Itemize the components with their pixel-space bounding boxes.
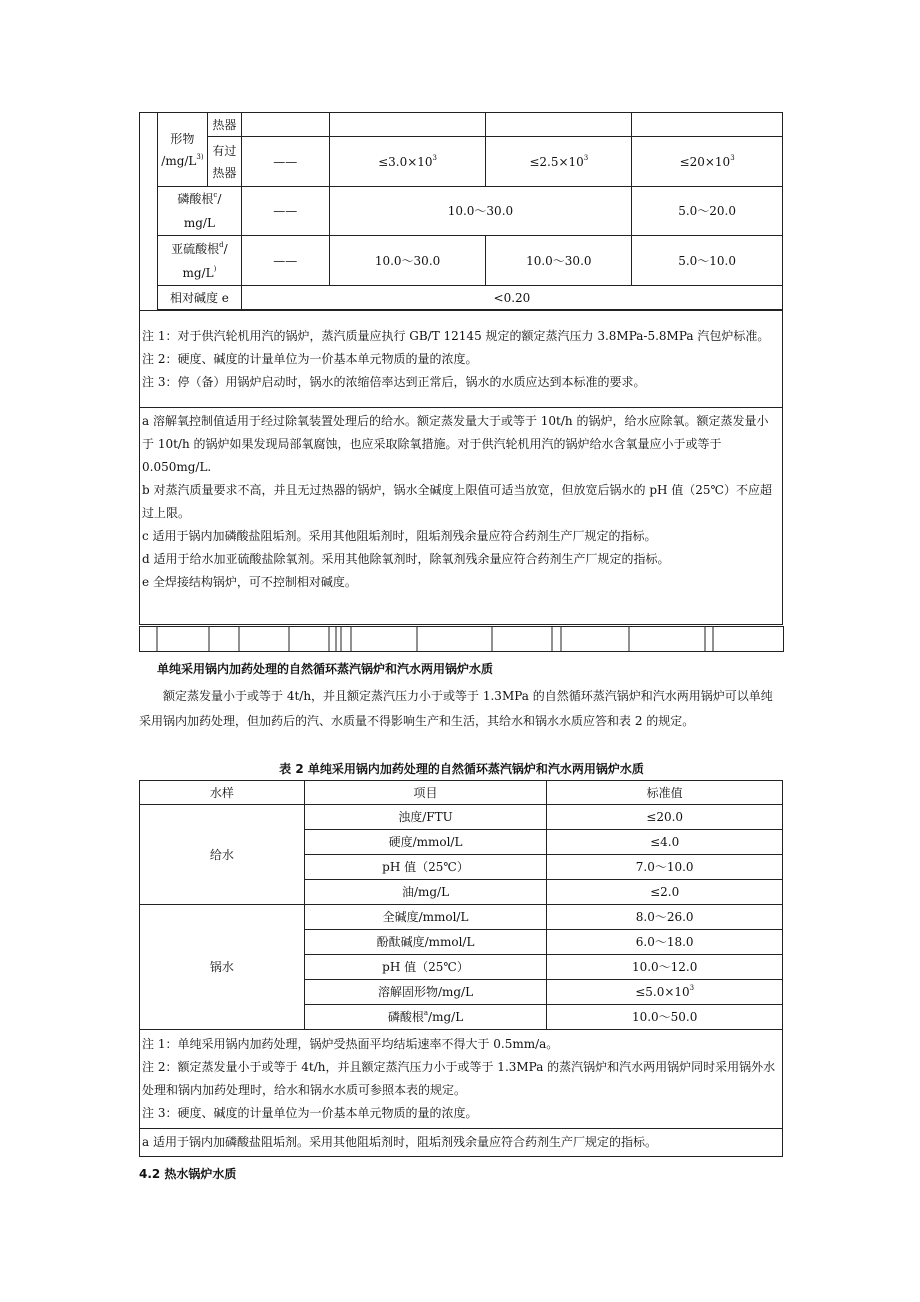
cell-dash: ——	[241, 137, 329, 187]
sulfite-label: 亚硫酸根$^d$/ mg/L)	[157, 236, 241, 286]
value-cell: 8.0～26.0	[547, 905, 783, 930]
table2-notes: 注 1：单纯采用锅内加药处理，锅炉受热面平均结垢速率不得大于 0.5mm/a。 注 2：额定蒸发量小于或等于 4t/h，并且额定蒸汽压力小于或等于 1.3MPa 的蒸汽锅炉和汽水两用锅炉同时采用锅外水处理和锅内加药处理时，给水和锅水水质可参照本表的规定。 注 3：硬度、碱度的计量单位为一价基本单元物质的量的浓度。	[140, 1030, 783, 1129]
table2-footnote: a 适用于锅内加磷酸盐阻垢剂。采用其他阻垢剂时，阻垢剂残余量应符合药剂生产厂规定的指标。	[140, 1129, 783, 1157]
value-cell: ≤4.0	[547, 830, 783, 855]
cell-value: 10.0～30.0	[486, 236, 632, 286]
boiler-water-label: 锅水	[140, 905, 305, 1030]
phosphate-label: 磷酸根$^c$/ mg/L	[157, 187, 241, 236]
cell-value: 5.0～20.0	[632, 187, 783, 236]
header-standard: 标准值	[547, 781, 783, 805]
cell-dash: ——	[241, 187, 329, 236]
item-cell: pH 值（25℃）	[304, 955, 547, 980]
cell-value: $\le 3.0\times 10^3$	[329, 137, 486, 187]
cell-value: 10.0～30.0	[329, 236, 486, 286]
value-cell: 6.0～18.0	[547, 930, 783, 955]
cell-value: <0.20	[241, 286, 782, 310]
item-cell: 溶解固形物/mg/L	[304, 980, 547, 1005]
subsection-heading: 4.2 热水锅炉水质	[139, 1167, 237, 1181]
value-cell: ≤2.0	[547, 880, 783, 905]
row-label-heater: 热器	[207, 113, 241, 137]
cell-dash: ——	[241, 236, 329, 286]
water-quality-table-continued	[139, 112, 783, 625]
item-cell: 油/mg/L	[304, 880, 547, 905]
formation-label: 形物 $/mg/L^{3)}$	[157, 113, 207, 187]
alkalinity-label: 相对碱度 e	[157, 286, 241, 310]
section-paragraph: 额定蒸发量小于或等于 4t/h，并且额定蒸汽压力小于或等于 1.3MPa 的自然循环蒸汽锅炉和汽水两用锅炉可以单纯采用锅内加药处理，但加药后的汽、水质量不得影响生产和生活，其给水和锅水水质应答和表 2 的规定。	[139, 689, 773, 728]
value-cell: $\le 5.0\times 10^3$	[547, 980, 783, 1005]
section-heading: 单纯采用锅内加药处理的自然循环蒸汽锅炉和汽水两用锅炉水质	[157, 662, 494, 676]
feed-water-label: 给水	[140, 805, 305, 905]
item-cell: 全碱度/mmol/L	[304, 905, 547, 930]
empty-divider-row	[139, 626, 784, 653]
cell-value: $\le 2.5\times 10^3$	[486, 137, 632, 187]
item-cell: 磷酸根$^a$/mg/L	[304, 1005, 547, 1030]
table1-notes: 注 1：对于供汽轮机用汽的锅炉，蒸汽质量应执行 GB/T 12145 规定的额定蒸汽压力 3.8MPa-5.8MPa 汽包炉标准。 注 2：硬度、碱度的计量单位为一价基本单元物质的量的浓度。 注 3：停（备）用锅炉启动时，锅水的浓缩倍率达到正常后，锅水的水质应达到本标准的要求。	[140, 311, 783, 408]
item-cell: 酚酞碱度/mmol/L	[304, 930, 547, 955]
table2-caption: 表 2 单纯采用锅内加药处理的自然循环蒸汽锅炉和汽水两用锅炉水质	[279, 762, 644, 776]
cell-value: 5.0～10.0	[632, 236, 783, 286]
left-margin-cell	[140, 113, 158, 311]
item-cell: pH 值（25℃）	[304, 855, 547, 880]
item-cell: 硬度/mmol/L	[304, 830, 547, 855]
header-sample: 水样	[140, 781, 305, 805]
table1-footnotes: a 溶解氧控制值适用于经过除氧装置处理后的给水。额定蒸发量大于或等于 10t/h 的锅炉，给水应除氧。额定蒸发量小于 10t/h 的锅炉如果发现局部氧腐蚀，也应采取除氧措施。对于供汽轮机用汽的锅炉给水含氧量应小于或等于 0.050mg/L. b 对蒸汽质量要求不高，并且无过热器的锅炉，锅水全碱度上限值可适当放宽，但放宽后锅水的 pH 值（25℃）不应超过上限。 c 适用于锅内加磷酸盐阻垢剂。采用其他阻垢剂时，阻垢剂残余量应符合药剂生产厂规定的指标。 d 适用于给水加亚硫酸盐除氧剂。采用其他除氧剂时，除氧剂残余量应符合药剂生产厂规定的指标。 e 全焊接结构锅炉，可不控制相对碱度。	[140, 408, 783, 625]
table2	[139, 780, 783, 1157]
value-cell: 10.0～12.0	[547, 955, 783, 980]
item-cell: 浊度/FTU	[304, 805, 547, 830]
cell-value: $\le 20\times 10^3$	[632, 137, 783, 187]
value-cell: 10.0～50.0	[547, 1005, 783, 1030]
cell-value: 10.0～30.0	[329, 187, 632, 236]
header-item: 项目	[304, 781, 547, 805]
value-cell: 7.0～10.0	[547, 855, 783, 880]
row-label-superheater: 有过 热器	[207, 137, 241, 187]
value-cell: ≤20.0	[547, 805, 783, 830]
